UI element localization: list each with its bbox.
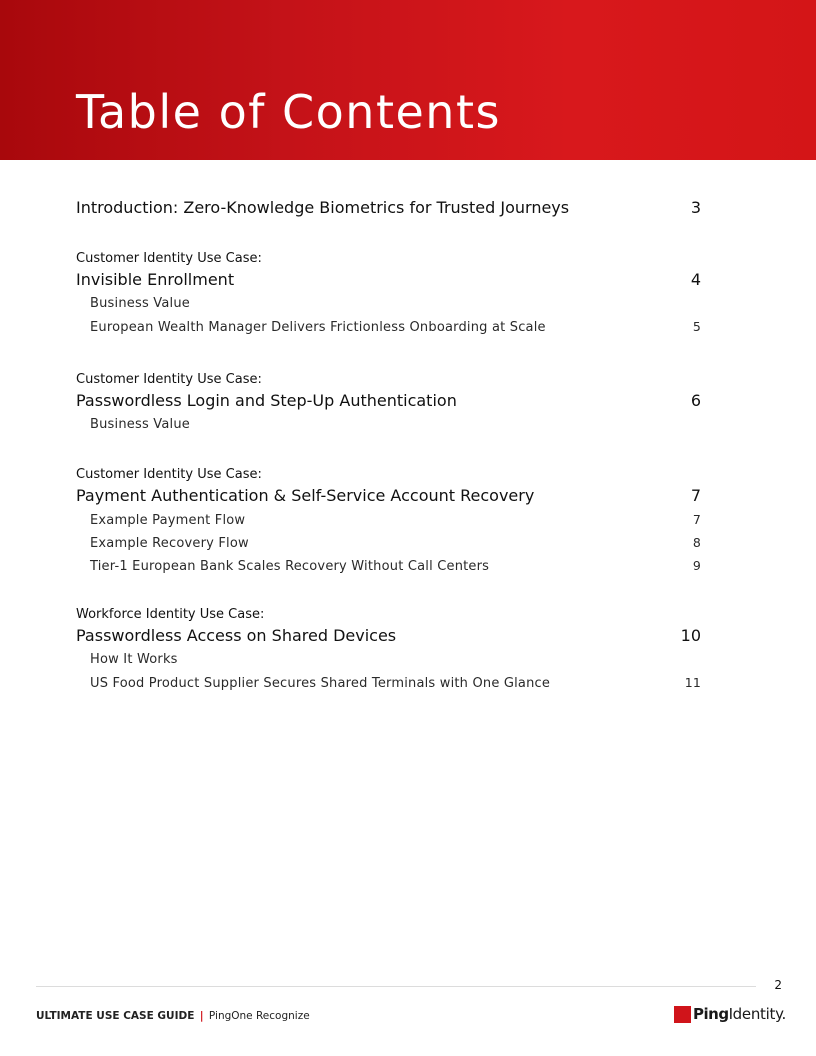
logo-square-icon bbox=[674, 1006, 691, 1023]
toc-subentry-label: US Food Product Supplier Secures Shared Terminals with One Glance bbox=[90, 676, 551, 691]
header-band bbox=[0, 0, 816, 160]
section-category: Customer Identity Use Case: bbox=[76, 372, 262, 387]
ping-identity-logo bbox=[674, 1004, 786, 1024]
toc-entry-label: Payment Authentication & Self-Service Account Recovery bbox=[76, 486, 535, 505]
toc-entry-page: 4 bbox=[690, 270, 701, 289]
toc-entry-label: Introduction: Zero-Knowledge Biometrics for Trusted Journeys bbox=[76, 198, 570, 217]
toc-subentry[interactable] bbox=[76, 417, 701, 432]
toc-subentry[interactable] bbox=[76, 558, 701, 574]
section-category: Workforce Identity Use Case: bbox=[76, 607, 265, 622]
toc-subentry[interactable] bbox=[76, 296, 701, 311]
toc-subentry-label: Business Value bbox=[90, 296, 190, 311]
toc-subentry-label: How It Works bbox=[90, 652, 178, 667]
toc-entry-page: 10 bbox=[680, 626, 701, 645]
toc-subentry-label: Example Recovery Flow bbox=[90, 536, 249, 551]
toc-entry-invisible-enrollment[interactable] bbox=[76, 270, 701, 289]
page-number: 2 bbox=[774, 978, 782, 992]
toc-subentry-label: European Wealth Manager Delivers Frictionless Onboarding at Scale bbox=[90, 320, 546, 335]
section-category: Customer Identity Use Case: bbox=[76, 251, 262, 266]
footer-separator: | bbox=[199, 1010, 204, 1022]
footer-guide-title bbox=[36, 1010, 310, 1022]
toc-subentry-label: Business Value bbox=[90, 417, 190, 432]
logo-wordmark-bold: Ping bbox=[693, 1005, 729, 1023]
section-category: Customer Identity Use Case: bbox=[76, 467, 262, 482]
toc-subentry-page: 5 bbox=[692, 319, 701, 334]
page-title: Table of Contents bbox=[76, 85, 501, 139]
toc-entry-label: Passwordless Access on Shared Devices bbox=[76, 626, 397, 645]
toc-entry-shared-devices[interactable] bbox=[76, 626, 701, 645]
toc-subentry-label: Tier-1 European Bank Scales Recovery Without Call Centers bbox=[90, 559, 490, 574]
toc-entry-passwordless-login[interactable] bbox=[76, 391, 701, 410]
toc-subentry-page: 9 bbox=[692, 558, 701, 573]
toc-subentry[interactable] bbox=[76, 535, 701, 551]
toc-subentry[interactable] bbox=[76, 512, 701, 528]
footer-guide-label: ULTIMATE USE CASE GUIDE bbox=[36, 1010, 195, 1022]
toc-subentry-page: 8 bbox=[692, 535, 701, 550]
toc-subentry-page: 7 bbox=[692, 512, 701, 527]
toc-entry-label: Passwordless Login and Step-Up Authentication bbox=[76, 391, 457, 410]
footer-divider bbox=[36, 986, 756, 987]
toc-subentry[interactable] bbox=[76, 652, 701, 667]
toc-entry-label: Invisible Enrollment bbox=[76, 270, 235, 289]
logo-wordmark-regular: Identity. bbox=[728, 1005, 786, 1023]
footer-product-name: PingOne Recognize bbox=[208, 1010, 310, 1022]
toc-entry-page: 6 bbox=[690, 391, 701, 410]
toc-entry-payment-authentication[interactable] bbox=[76, 486, 701, 505]
toc-subentry[interactable] bbox=[76, 675, 701, 691]
toc-entry-introduction[interactable] bbox=[76, 198, 701, 217]
toc-subentry[interactable] bbox=[76, 319, 701, 335]
toc-entry-page: 7 bbox=[690, 486, 701, 505]
toc-subentry-label: Example Payment Flow bbox=[90, 513, 246, 528]
toc-subentry-page: 11 bbox=[684, 675, 701, 690]
toc-entry-page: 3 bbox=[690, 198, 701, 217]
